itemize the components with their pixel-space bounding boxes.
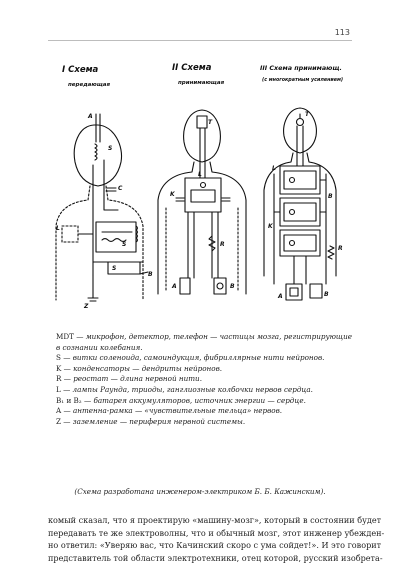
scheme-2-label: A <box>172 283 177 290</box>
legend-term: A <box>56 406 62 416</box>
legend-item: MDT — микрофон, детектор, телефон — частицы мозга, регистрирующие <box>56 332 353 341</box>
scheme-3-subtitle: (с многократным усилением) <box>262 78 344 83</box>
scheme-3-label: B <box>324 291 329 298</box>
scheme-2-subtitle: принимающая <box>178 80 225 86</box>
scheme-3-label: B <box>328 193 333 200</box>
scheme-2-label: B <box>230 283 235 290</box>
legend-term: K <box>56 363 62 373</box>
body-line: передавать те же электроволны, что и обычный мозг, этот инженер убежден- <box>48 527 385 538</box>
scheme-2-title: II Схема <box>172 63 212 73</box>
legend-item: R — реостат — длина нервной нити. <box>56 374 202 384</box>
body-line: комый сказал, что я проектирую «машину-мозг», который в состоянии будет <box>48 515 382 525</box>
figure-legend <box>56 332 356 427</box>
body-paragraph <box>48 514 385 564</box>
scheme-2-label: R <box>220 241 225 248</box>
scheme-3-label: L <box>272 165 276 172</box>
scheme-1-drawing <box>56 114 148 301</box>
scheme-1-label: C <box>118 185 123 192</box>
legend-term: Z <box>56 416 61 426</box>
legend-item: Z — заземление — периферия нервной системы. <box>56 416 246 426</box>
scheme-2-label: K <box>170 191 175 198</box>
legend-description: заземление — периферия нервной системы. <box>72 416 246 426</box>
body-line: представитель той области электротехники, отец которой, русский изобрета- <box>48 552 383 563</box>
scheme-2-label: T <box>208 119 213 126</box>
legend-term: MDT <box>56 332 74 341</box>
body-line: но ответил: «Уверяю вас, что Качинский скоро с ума сойдет!». И это говорит <box>48 540 382 551</box>
scheme-3-label: R <box>338 245 343 252</box>
scheme-1-label: A <box>88 113 93 120</box>
legend-description: лампы Раунда, триоды, ганглиозные колбочки нервов сердца. <box>72 384 313 394</box>
scheme-1-label: S <box>112 265 117 272</box>
scheme-1-label: S <box>108 145 113 152</box>
scheme-2-drawing <box>158 110 246 294</box>
scheme-1-title: I Схема <box>62 65 99 75</box>
legend-description: антенна-рамка — «чувствительные тельца» нервов. <box>72 406 283 416</box>
legend-description: конденсаторы — дендриты нейронов. <box>73 363 223 373</box>
legend-term: R <box>56 374 62 384</box>
scheme-1-subtitle: передающая <box>68 82 111 88</box>
legend-term: S <box>56 353 61 363</box>
scheme-1-label: B <box>148 271 153 278</box>
scheme-3-label: K <box>268 223 273 230</box>
scheme-2-label: L <box>198 171 202 178</box>
page-number: 113 <box>334 28 350 37</box>
legend-description: витки соленоида, самоиндукция, фибриллярные нити нейронов. <box>72 353 325 363</box>
legend-description: батарея аккумуляторов, источник энергии — сердце. <box>93 395 306 405</box>
scheme-3-label: A <box>278 293 283 300</box>
legend-item: A — антенна-рамка — «чувствительные тельца» нервов. <box>56 406 283 416</box>
legend-description: реостат — длина нервной нити. <box>73 374 202 384</box>
legend-item: B₁ и B₂ — батарея аккумуляторов, источник энергии — сердце. <box>56 395 306 405</box>
schemes-drawing <box>48 50 352 325</box>
legend-item: L — лампы Раунда, триоды, ганглиозные колбочки нервов сердца. <box>56 384 313 394</box>
schemes-figure <box>48 50 352 325</box>
legend-term: B₁ и B₂ <box>56 395 82 405</box>
scheme-3-title: III Схема принимающ. <box>260 64 342 72</box>
scheme-1-label: S <box>122 241 127 248</box>
legend-description: в сознании колебания. <box>56 342 143 352</box>
scheme-1-label: Z <box>84 303 89 310</box>
header-rule <box>48 40 352 41</box>
legend-item-continuation <box>56 343 356 354</box>
figure-caption: (Схема разработана инженером-электриком Б. Б. Кажинским). <box>74 487 326 496</box>
scheme-3-drawing <box>264 108 336 300</box>
legend-item: S — витки соленоида, самоиндукция, фибриллярные нити нейронов. <box>56 353 325 363</box>
legend-description: микрофон, детектор, телефон — частицы мозга, регистрирующие <box>85 332 353 341</box>
scheme-1-label: L <box>56 225 60 232</box>
scheme-3-label: T <box>305 111 310 118</box>
legend-term: L <box>56 384 61 394</box>
legend-item: K — конденсаторы — дендриты нейронов. <box>56 363 223 373</box>
